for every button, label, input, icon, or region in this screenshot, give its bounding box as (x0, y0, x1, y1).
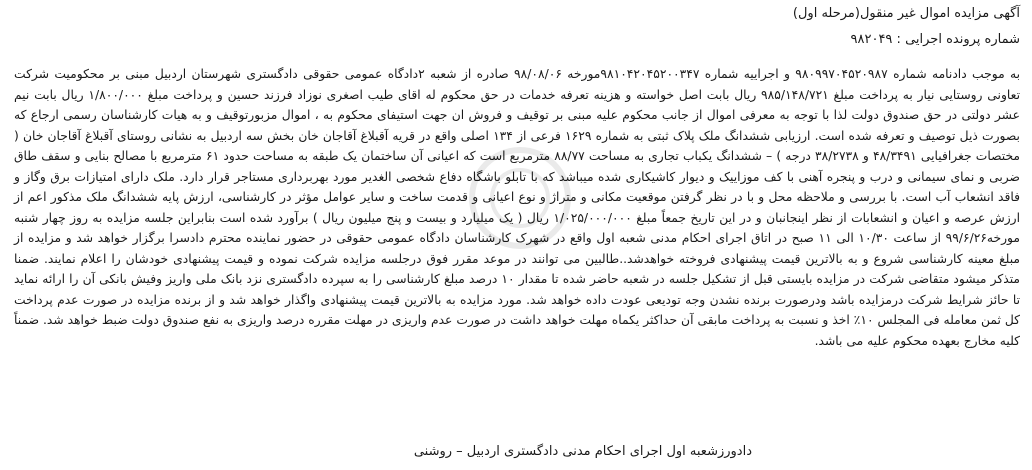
issuer-signature-line: دادورزشعبه اول اجرای احکام مدنی دادگستری اردبیل – روشنی (413, 444, 752, 459)
notice-title: آگهی مزایده اموال غیر منقول(مرحله اول) (792, 6, 1020, 21)
notice-body-paragraph: به موجب دادنامه شماره ۹۸۰۹۹۷۰۴۵۲۰۹۸۷ و اجراییه شماره ۹۸۱۰۴۲۰۴۵۲۰۰۳۴۷مورخه ۹۸/۰۸/۰۶ صادره از شعبه ۲دادگاه عمومی حقوقی دادگستری شهرستان اردبیل مبنی بر محکومیت شرکت تعاونی روستایی نیار به پرداخت مبلغ ۹۸۵/۱۴۸/۷۲۱ ریال بابت اصل خواسته و هزینه تعرفه خدمات در حق محکوم له اقای طیب اصغری نوزاد فرزند حسین و پرداخت مبلغ ۱/۸۰۰/۰۰۰ ریال بابت نیم عشر دولتی در حق صندوق دولت لذا با توجه به معرفی اموال از جانب محکوم علیه مبنی بر توقیف و فروش ان جهت استیفای محکوم به ، اموال مزبورتوقیف و به هیات کارشناسان رسمی ارجاع که بصورت ذیل توصیف و تعرفه شده است. ارزیابی ششدانگ ملک پلاک ثبتی به شماره ۱۶۲۹ فرعی از ۱۳۴ اصلی واقع در قریه آقبلاغ آقاجان خان بخش سه اردبیل به نشانی روستای آقبلاغ آقاجان خان ( مختصات جغرافیایی ۴۸/۳۴۹۱ و ۳۸/۲۷۳۸ درجه ) – ششدانگ یکباب تجاری به مساحت ۸۸/۷۷ مترمربع است که اعیانی آن ساختمان یک طبقه به مساحت حدود ۶۱ مترمربع با مصالح بنایی و سقف طاق ضربی و نمای سیمانی و درب و پنجره آهنی با کف موزاییک و دیوار کاشیکاری شده میباشد که با تابلو باشگاه دفاع شخصی الغدیر مورد بهربرداری مستاجر قرار دارد. ملک دارای امتیازات برق وگاز و فاقد انشعاب آب است. با بررسی و ملاحظه محل و با در نظر گرفتن موقعیت مکانی و متراژ و نوع اعیانی و قدمت ساخت و سایر عوامل مؤثر در کارشناسی، ارزش پایه ششدانگ ملک مذکور اعم از ارزش عرصه و اعیان و انشعابات از نظر اینجانبان و در این تاریخ جمعاً مبلغ ۱/۰۲۵/۰۰۰/۰۰۰ ریال ( یک میلیارد و بیست و پنج میلیون ریال ) برآورد شده است بنابراین جلسه مزایده به روز چهار شنبه مورخه۹۹/۶/۲۶ از ساعت ۱۰/۳۰ الی ۱۱ صبح در اتاق اجرای احکام مدنی شعبه اول واقع در شهرک کارشناسان دادگاه عمومی حقوقی در حضور نماینده محترم دادسرا برگزار خواهد شد و مزایده از مبلغ معینه کارشناسی شروع و به بالاترین قیمت پیشنهادی فروخته خواهدشد..طالبین می توانند در موعد مقرر فوق درجلسه مزایده شرکت نموده و قیمت پیشنهادی خودشان را اعلام نمایند. ضمنا متذکر میشود متقاضی شرکت در مزایده بایستی قبل از تشکیل جلسه در شعبه حاضر شده تا مقدار ۱۰ درصد مبلغ کارشناسی را به سپرده دادگستری نزد بانک ملی واریز وفیش بانکی آن را ارائه نماید تا حائز شرایط شرکت درمزایده باشد ودرصورت برنده نشدن وجه تودیعی عودت داده خواهد شد. مورد مزایده به بالاترین قیمت پیشنهادی واگذار خواهد شد و از برنده مزایده در صورت عدم پرداخت کل ثمن معامله فی المجلس ۱۰٪ اخذ و نسبت به پرداخت مابقی آن حداکثر یکماه مهلت خواهد داشت در صورت عدم واریزی در مهلت مقرره درصد واریزی به نفع صندوق دولت ضبط خواهد شد. ضمناً کلیه مخارج بعهده محکوم علیه می باشد. (14, 67, 1021, 348)
execution-file-number: شماره پرونده اجرایی : ۹۸۲۰۴۹ (850, 32, 1020, 47)
